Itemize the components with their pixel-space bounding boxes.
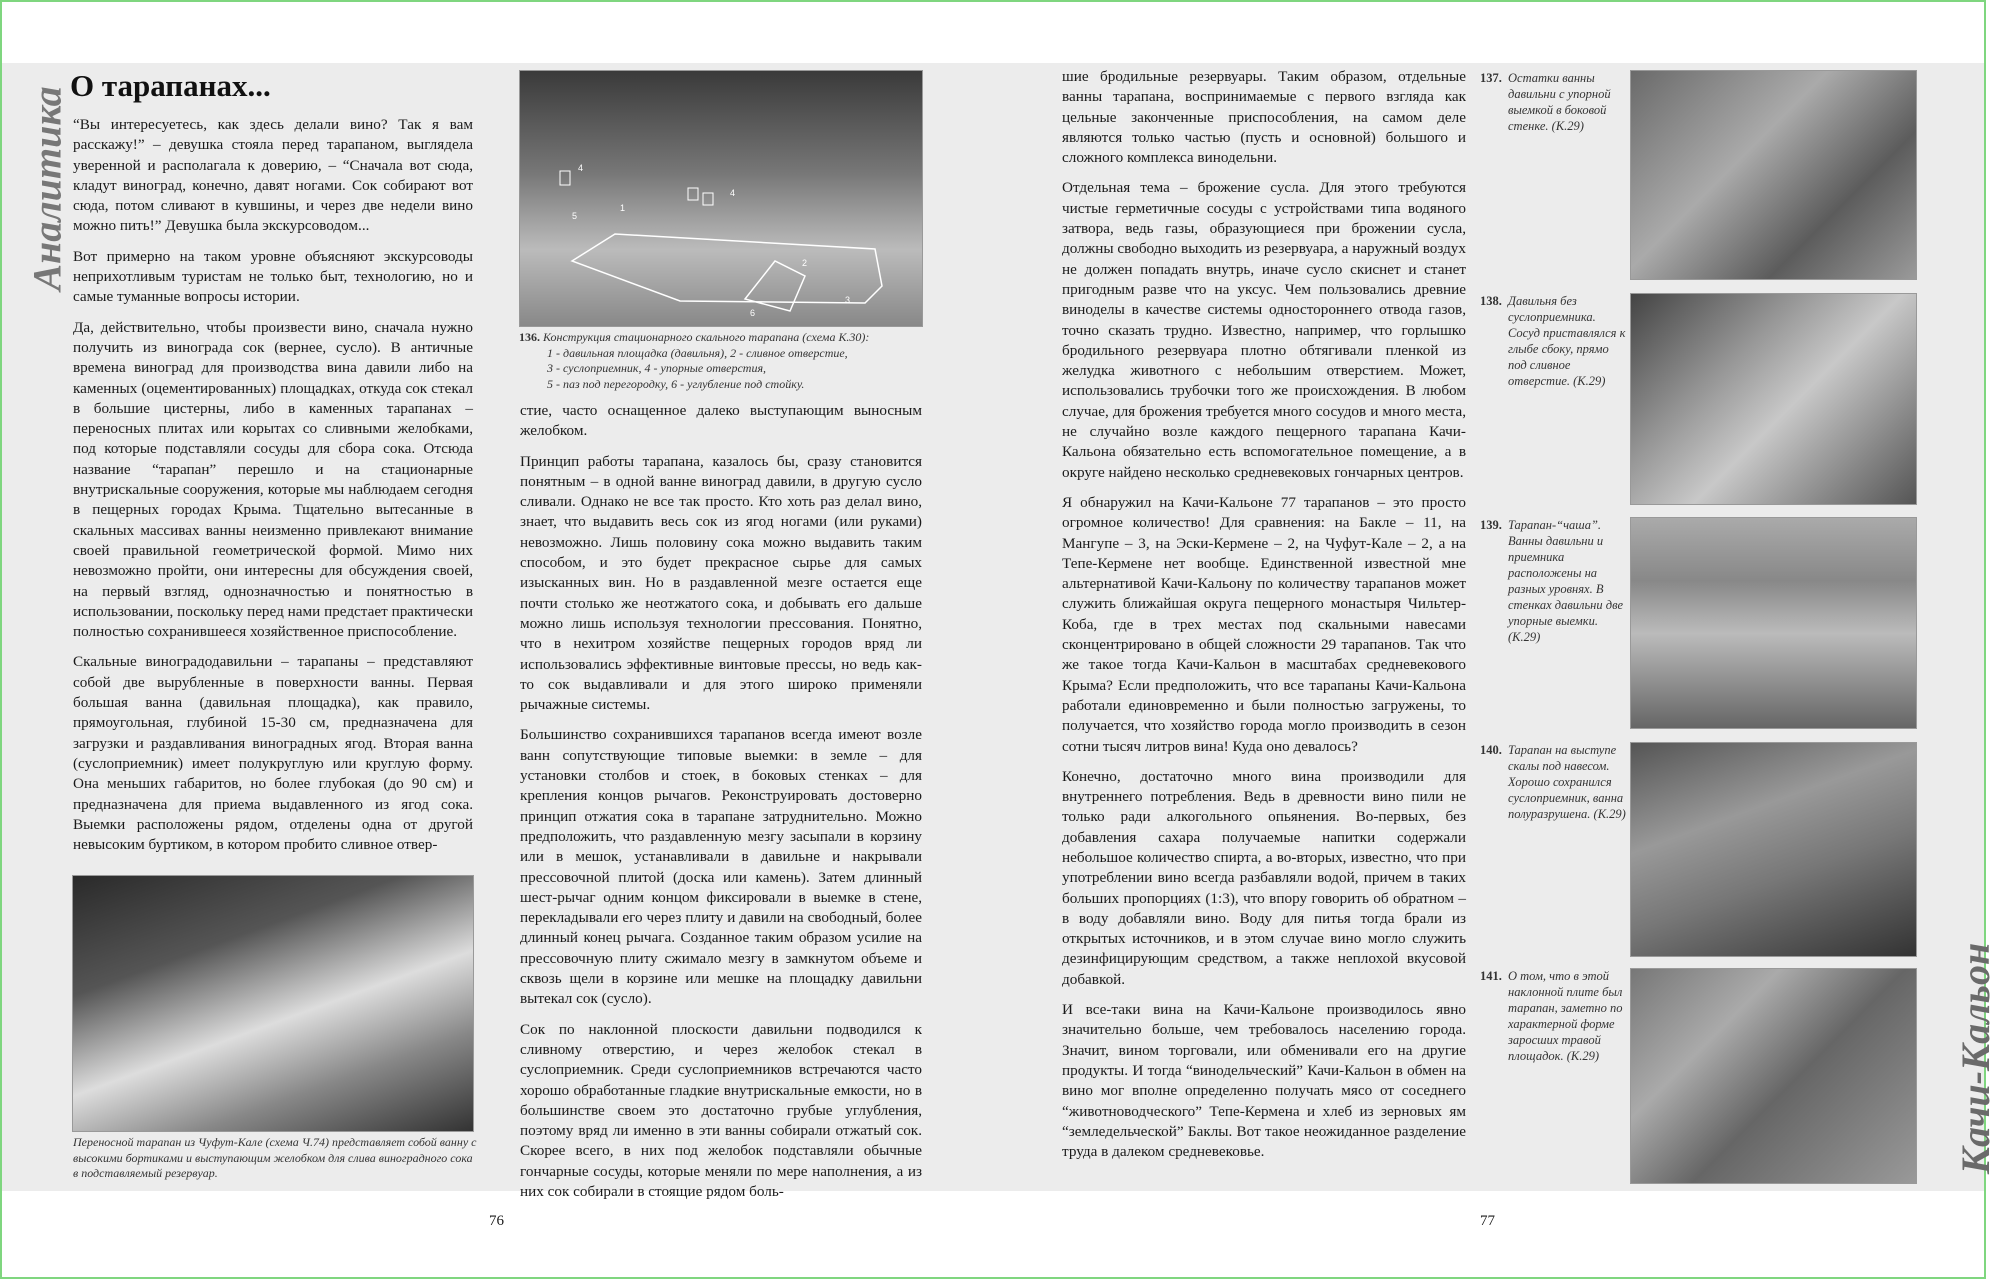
paragraph: Отдельная тема – брожение сусла. Для этого требуются чистые герметичные сосуды с устройствами типа водяного затвора, ведь газы, образующиеся при брожении сусла, должны свободно выходить из резервуара, а наружный воздух не должен попадать внутрь, иначе сусло скиснет и станет пригодным разве что на уксус. Чем пользовались древние виноделы в качестве системы одностороннего отвода газов, точно сказать трудно. Известно, например, что горлышко бродильного резервуара плотно обтягивали пленкой из желудка животного с небольшим отверстием. Может, использовались трубочки того же происхождения. В любом случае, для брожения требуется много сосудов и много места, не случайно возле каждого пещерного тарапана Качи-Кальона обязательно есть вспомогательное помещение, а в округе найдено несколько средневековых гончарных центров. <box>1062 179 1466 481</box>
paragraph: Я обнаружил на Качи-Кальоне 77 тарапанов – это просто огромное количество! Для сравнения: на Бакле – 11, на Мангупе – 3, на Эски-Кермене – 2, на Чуфут-Кале – 2, а на Тепе-Кермене нет вообще. Единственной известной мне альтернативой Качи-Кальону по количеству тарапанов может служить ближайшая округа пещерного монастыря Чильтер-Коба, где в трех местах под скальными навесами сконцентрировано в общей сложности 29 тарапанов. Так что же такое тогда Качи-Кальон в масштабах средневекового Крыма? Если предположить, что все тарапаны Качи-Кальона работали единовременно и были полностью загружены, то получается, что хозяйство города могло производить в сезон сотни тысяч литров вина! Куда оно девалось? <box>1062 493 1466 755</box>
figure-140-photo <box>1630 742 1917 957</box>
caption-line: Конструкция стационарного скального тарапана (схема К.30): <box>543 330 870 344</box>
caption-line: 3 - суслоприемник, 4 - упорные отверстия, <box>547 361 767 375</box>
caption-text: Тарапан на выступе скалы под навесом. Хорошо сохранился суслоприемник, ванна полуразрушена. (К.29) <box>1508 743 1626 821</box>
figure-number: 141. <box>1480 969 1502 983</box>
figure-141-caption <box>1480 968 1628 1064</box>
caption-text: Давильня без суслоприемника. Сосуд приставлялся к глыбе сбоку, прямо под сливное отверстие. (К.29) <box>1508 294 1626 388</box>
page-title: О тарапанах... <box>70 68 271 103</box>
left-column-1 <box>73 115 473 865</box>
portable-tarapan-photo <box>72 875 474 1132</box>
left-column-2 <box>520 401 922 1212</box>
caption-line: 1 - давильная площадка (давильня), 2 - сливное отверстие, <box>547 345 848 360</box>
paragraph: Принцип работы тарапана, казалось бы, сразу становится понятным – в одной ванне виноград давили, в другую сусло сливали. Однако не все так просто. Кто хоть раз делал вино, знает, что выдавить весь сок из ягод ногами (или руками) невозможно. Лишь половину сока можно выдавить таким способом, и это будет прекрасное сырье для самых изысканных вин. Но в раздавленной мезге остается еще почти столько же неотжатого сока, и добывать его дальше можно лишь используя технологии прессования. Понятно, что в нехитром хозяйстве пещерных городов вряд ли использовались эффективные винтовые прессы, но ведь как-то сок выдавливали и для этого широко применяли рычажные системы. <box>520 452 922 714</box>
figure-label: 3 <box>845 295 851 305</box>
figure-138-photo <box>1630 293 1917 505</box>
paragraph: Скальные виноградодавильни – тарапаны – представляют собой две вырубленные в поверхности ванны. Первая большая ванна (давильная площадка), как правило, прямоугольная, глубиной 15-30 см, предназначена для загрузки и раздавливания виноградных ягод. Вторая ванна (суслоприемник) имеет полукруглую или круглую форму. Она меньших габаритов, но более глубокая (до 90 см) и предназначена для приема выдавленного из ягод сока. Выемки расположены рядом, отделены одна от другой невысоким буртиком, в котором пробито сливное отвер- <box>73 653 473 854</box>
figure-139-photo <box>1630 517 1917 729</box>
diagram-overlay <box>520 71 922 326</box>
figure-number: 139. <box>1480 518 1502 532</box>
caption-text: Тарапан-“чаша”. Ванны давильни и приемника расположены на разных уровнях. В стенках давильни две упорные выемки. (К.29) <box>1508 518 1624 644</box>
caption-text: Остатки ванны давильни с упорной выемкой в боковой стенке. (К.29) <box>1508 71 1611 133</box>
figure-label: 4 <box>730 188 736 198</box>
figure-number: 136. <box>519 330 540 344</box>
paragraph: Сок по наклонной плоскости давильни подводился к сливному отверстию, и через желобок стекал в суслоприемник. Среди суслоприемников встречаются часто хорошо обработанные гладкие внутрискальные емкости, но в большинстве своем это достаточно грубые углубления, поэтому вряд ли именно в эти ванны собирали отжатый сок. Скорее всего, в них под желобок подставляли обычные гончарные сосуды, которые меняли по мере наполнения, а из них сок собирали в стоящие рядом боль- <box>520 1020 922 1200</box>
figure-139-caption <box>1480 517 1628 645</box>
paragraph: Конечно, достаточно много вина производили для внутреннего потребления. Ведь в древности вино пили не только ради алкогольного опьянения. Во-первых, без добавления сахара получаемые напитки содержали небольшое количество спирта, а во-вторых, известно, что при употреблении вино всегда разбавляли водой, причем в таких больших пропорциях (1:3), что впору говорить об обратном – в воду добавляли вино. Воду для питья тогда брали из открытых источников, и в этом случае вино могло служить дезинфицирующим средством, а также неплохой вкусовой добавкой. <box>1062 767 1466 988</box>
figure-136-caption <box>519 330 929 392</box>
section-label-vertical: Аналитика <box>24 86 70 291</box>
paragraph: “Вы интересуетесь, как здесь делали вино? Так я вам расскажу!” – девушка стояла перед тарапаном, выглядела уверенной и располагала к доверию, – “Сначала вот сюда, кладут виноград, конечно, давят ногами. Сок собирают вот сюда, потом сливают в кувшины, и через две недели вино можно пить!” Девушка была экскурсоводом... <box>73 116 473 235</box>
figure-136-photo <box>519 70 923 327</box>
caption-text: О том, что в этой наклонной плите был тарапан, заметно по характерной форме заросших травой площадок. (К.29) <box>1508 969 1623 1063</box>
section-label-vertical-right: Качи-Кальон <box>1953 942 1999 1175</box>
paragraph: шие бродильные резервуары. Таким образом, отдельные ванны тарапана, воспринимаемые с первого взгляда как цельные законченные приспособления, на самом деле являются только частью (пусть и основной) большого и сложного комплекса винодельни. <box>1062 68 1466 167</box>
page-number-left: 76 <box>489 1213 504 1229</box>
paragraph: И все-таки вина на Качи-Кальоне производилось явно значительно больше, чем требовалось населению города. Значит, вином торговали, или обменивали его на другие продукты. И тогда “винодельческий” Качи-Кальон в обмен на вино мог вполне определенно получать мясо от соседнего “животноводческого” Тепе-Кермена и хлеб из зерновых ям “земледельческой” Баклы. Вот такое неожиданное разделение труда в далеком средневековье. <box>1062 1001 1466 1161</box>
figure-label: 1 <box>620 203 626 213</box>
figure-label: 4 <box>578 163 584 173</box>
caption-line: 5 - паз под перегородку, 6 - углубление под стойку. <box>547 376 805 391</box>
figure-141-photo <box>1630 968 1917 1184</box>
figure-label: 6 <box>750 308 756 318</box>
figure-137-caption <box>1480 70 1628 134</box>
figure-138-caption <box>1480 293 1628 389</box>
paragraph: Большинство сохранившихся тарапанов всегда имеют возле ванн сопутствующие типовые выемки: в земле – для установки столбов и стоек, в боковых стенках – для крепления концов рычагов. Реконструировать достоверно принцип отжатия сока в тарапане затруднительно. Можно предположить, что раздавленную мезгу засыпали в корзину или в мешок, устанавливали в давильне и накрывали прессовочной плитой (доска или камень). Затем длинный шест-рычаг одним концом фиксировали в выемке в стене, перекладывали его через плиту и давили на свободный, более длинный конец рычага. Созданное таким образом усилие на прессовочную плиту сжимало мезгу в замкнутом объеме и сквозь щели в корзине или мешке на площадку давильни вытекал сок (сусло). <box>520 726 922 1008</box>
figure-number: 138. <box>1480 294 1502 308</box>
figure-140-caption <box>1480 742 1628 822</box>
figure-number: 140. <box>1480 743 1502 757</box>
paragraph: Вот примерно на таком уровне объясняют экскурсоводы неприхотливым туристам не только быт, технологию, но и самые туманные вопросы истории. <box>73 247 473 306</box>
figure-label: 2 <box>802 258 808 268</box>
page-number-right: 77 <box>1480 1213 1495 1229</box>
right-column <box>1062 67 1466 1172</box>
paragraph: стие, часто оснащенное далеко выступающим выносным желобком. <box>520 402 922 440</box>
paragraph: Да, действительно, чтобы произвести вино, сначала нужно получить из винограда сок (вернее, сусло). В античные времена виноград для производства вина давили либо на каменных (оцементированных) площадках, откуда сок стекал в большие цистерны, либо в каменных тарапанах – переносных плитах или корытах со сливными желобками, под которые подставляли сосуды для сбора сока. Отсюда название “тарапан” перешло и на стационарные внутрискальные сооружения, которые мы наблюдаем сегодня в пещерных городах Крыма. Тщательно вытесанные в скальных массивах ванны неизменно привлекают внимание своей правильной геометрической формой. Мимо них невозможно пройти, они интересны для обсуждения своей, на первый взгляд, однозначностью и понятностью в использовании, поскольку перед нами предстает практически полностью сохранившееся хозяйственное приспособление. <box>73 318 473 641</box>
figure-label: 5 <box>572 211 578 221</box>
figure-137-photo <box>1630 70 1917 280</box>
photo-caption: Переносной тарапан из Чуфут-Кале (схема Ч.74) представляет собой ванну с высокими бортиками и выступающим желобком для слива виноградного сока в подставляемый резервуар. <box>73 1135 477 1180</box>
figure-number: 137. <box>1480 71 1502 85</box>
